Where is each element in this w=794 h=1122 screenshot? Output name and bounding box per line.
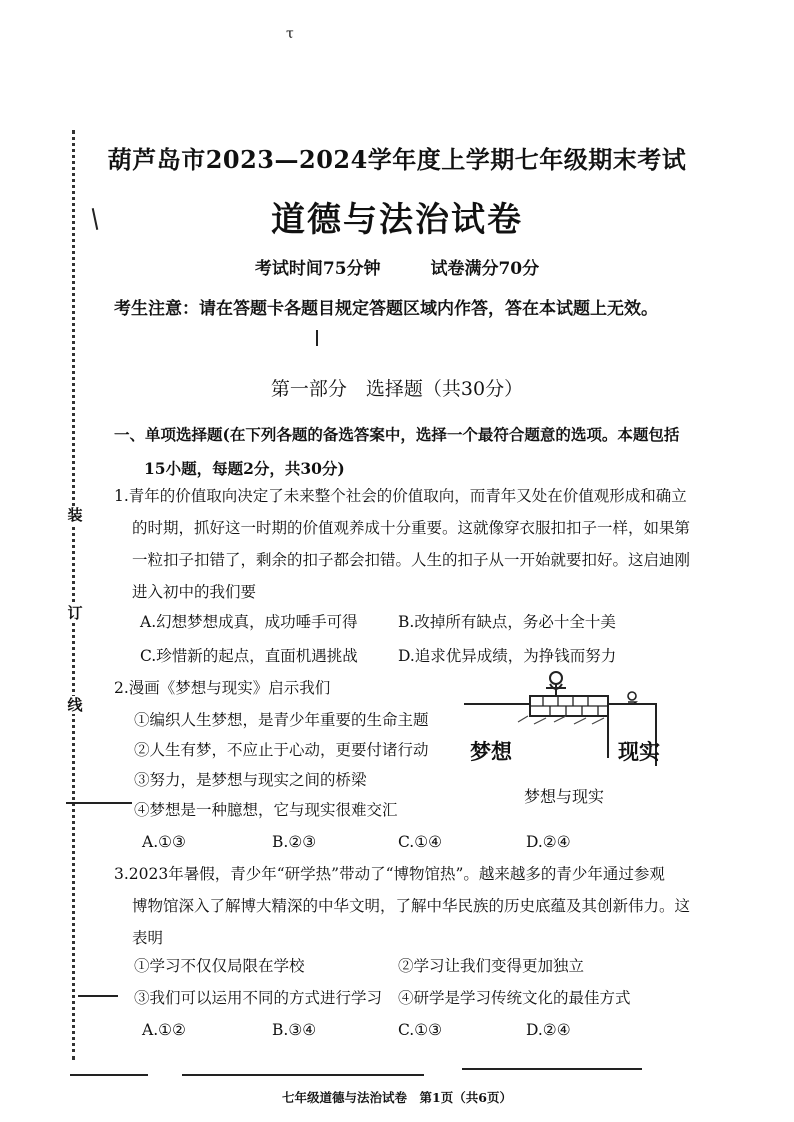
- question-line: 进入初中的我们要: [132, 583, 257, 601]
- question-1: [114, 480, 718, 608]
- option-c: C.珍惜新的起点，直面机遇挑战: [140, 647, 358, 665]
- part-title: 第一部分 选择题（共30分）: [270, 378, 524, 400]
- cartoon-label-reality: 现实: [618, 739, 660, 764]
- binding-label-xian: 线: [67, 696, 83, 714]
- statement-3: ③我们可以运用不同的方式进行学习: [134, 989, 383, 1007]
- statement-4: ④梦想是一种臆想，它与现实很难交汇: [134, 801, 398, 819]
- question-line: 的时期，抓好这一时期的价值观养成十分重要。这就像穿衣服扣扣子一样，如果第: [132, 519, 691, 537]
- option-b: B.②③: [272, 833, 317, 851]
- page-footer: 七年级道德与法治试卷 第1页（共6页）: [282, 1090, 512, 1105]
- question-line: 1.青年的价值取向决定了未来整个社会的价值取向，而青年又处在价值观形成和确立: [114, 487, 687, 505]
- option-a: A.①③: [142, 833, 186, 851]
- question-line: 博物馆深入了解博大精深的中华文明，了解中华民族的历史底蕴及其创新伟力。这: [132, 897, 691, 915]
- footer-rule: [462, 1068, 642, 1070]
- option-b: B.改掉所有缺点，务必十全十美: [398, 613, 616, 631]
- statement-4: ④研学是学习传统文化的最佳方式: [398, 989, 631, 1007]
- margin-mark: [78, 995, 118, 997]
- option-d: D.追求优异成绩，为挣钱而努力: [398, 647, 617, 665]
- question-line: 一粒扣子扣错了，剩余的扣子都会扣错。人生的扣子从一开始就要扣好。这启迪刚: [132, 551, 691, 569]
- question-line: 表明: [132, 929, 164, 947]
- exam-notice: 考生注意：请在答题卡各题目规定答题区域内作答，答在本试题上无效。: [114, 299, 658, 319]
- statement-1: ①编织人生梦想，是青少年重要的生命主题: [134, 711, 429, 729]
- binding-label-zhuang: 装: [67, 506, 83, 524]
- paper-title: 道德与法治试卷: [271, 200, 523, 240]
- option-a: A.幻想梦想成真，成功唾手可得: [140, 613, 358, 631]
- margin-mark: [66, 802, 132, 804]
- footer-rule: [70, 1074, 148, 1076]
- option-d: D.②④: [526, 833, 571, 851]
- exam-header: 葫芦岛市2023—2024学年度上学期七年级期末考试: [107, 145, 687, 174]
- exam-time: 考试时间75分钟: [254, 259, 381, 279]
- section-line: 15小题，每题2分，共30分): [144, 459, 345, 478]
- cartoon-caption: 梦想与现实: [524, 787, 605, 806]
- question-line: 3.2023年暑假，青少年“研学热”带动了“博物馆热”。越来越多的青少年通过参观: [114, 865, 665, 883]
- option-a: A.①②: [142, 1021, 186, 1039]
- question-3: [114, 858, 718, 954]
- section-line: 一、单项选择题(在下列各题的备选答案中，选择一个最符合题意的选项。本题包括: [114, 425, 680, 444]
- option-c: C.①④: [398, 833, 443, 851]
- option-c: C.①③: [398, 1021, 443, 1039]
- section-instructions: [114, 418, 714, 486]
- statement-2: ②人生有梦，不应止于心动，更要付诸行动: [134, 741, 429, 759]
- footer-rule: [182, 1074, 424, 1076]
- binding-label-ding: 订: [67, 604, 83, 622]
- stray-mark: [316, 330, 318, 346]
- top-mark: τ: [286, 26, 294, 42]
- statement-3: ③努力，是梦想与现实之间的桥梁: [134, 771, 367, 789]
- option-d: D.②④: [526, 1021, 571, 1039]
- cartoon-label-dream: 梦想: [470, 739, 512, 764]
- exam-info: [0, 254, 794, 279]
- statement-2: ②学习让我们变得更加独立: [398, 957, 585, 975]
- option-b: B.③④: [272, 1021, 317, 1039]
- exam-score: 试卷满分70分: [430, 259, 540, 279]
- cartoon-dream-and-reality: [458, 668, 678, 808]
- question-2-stem: 2.漫画《梦想与现实》启示我们: [114, 679, 331, 697]
- statement-1: ①学习不仅仅局限在学校: [134, 957, 305, 975]
